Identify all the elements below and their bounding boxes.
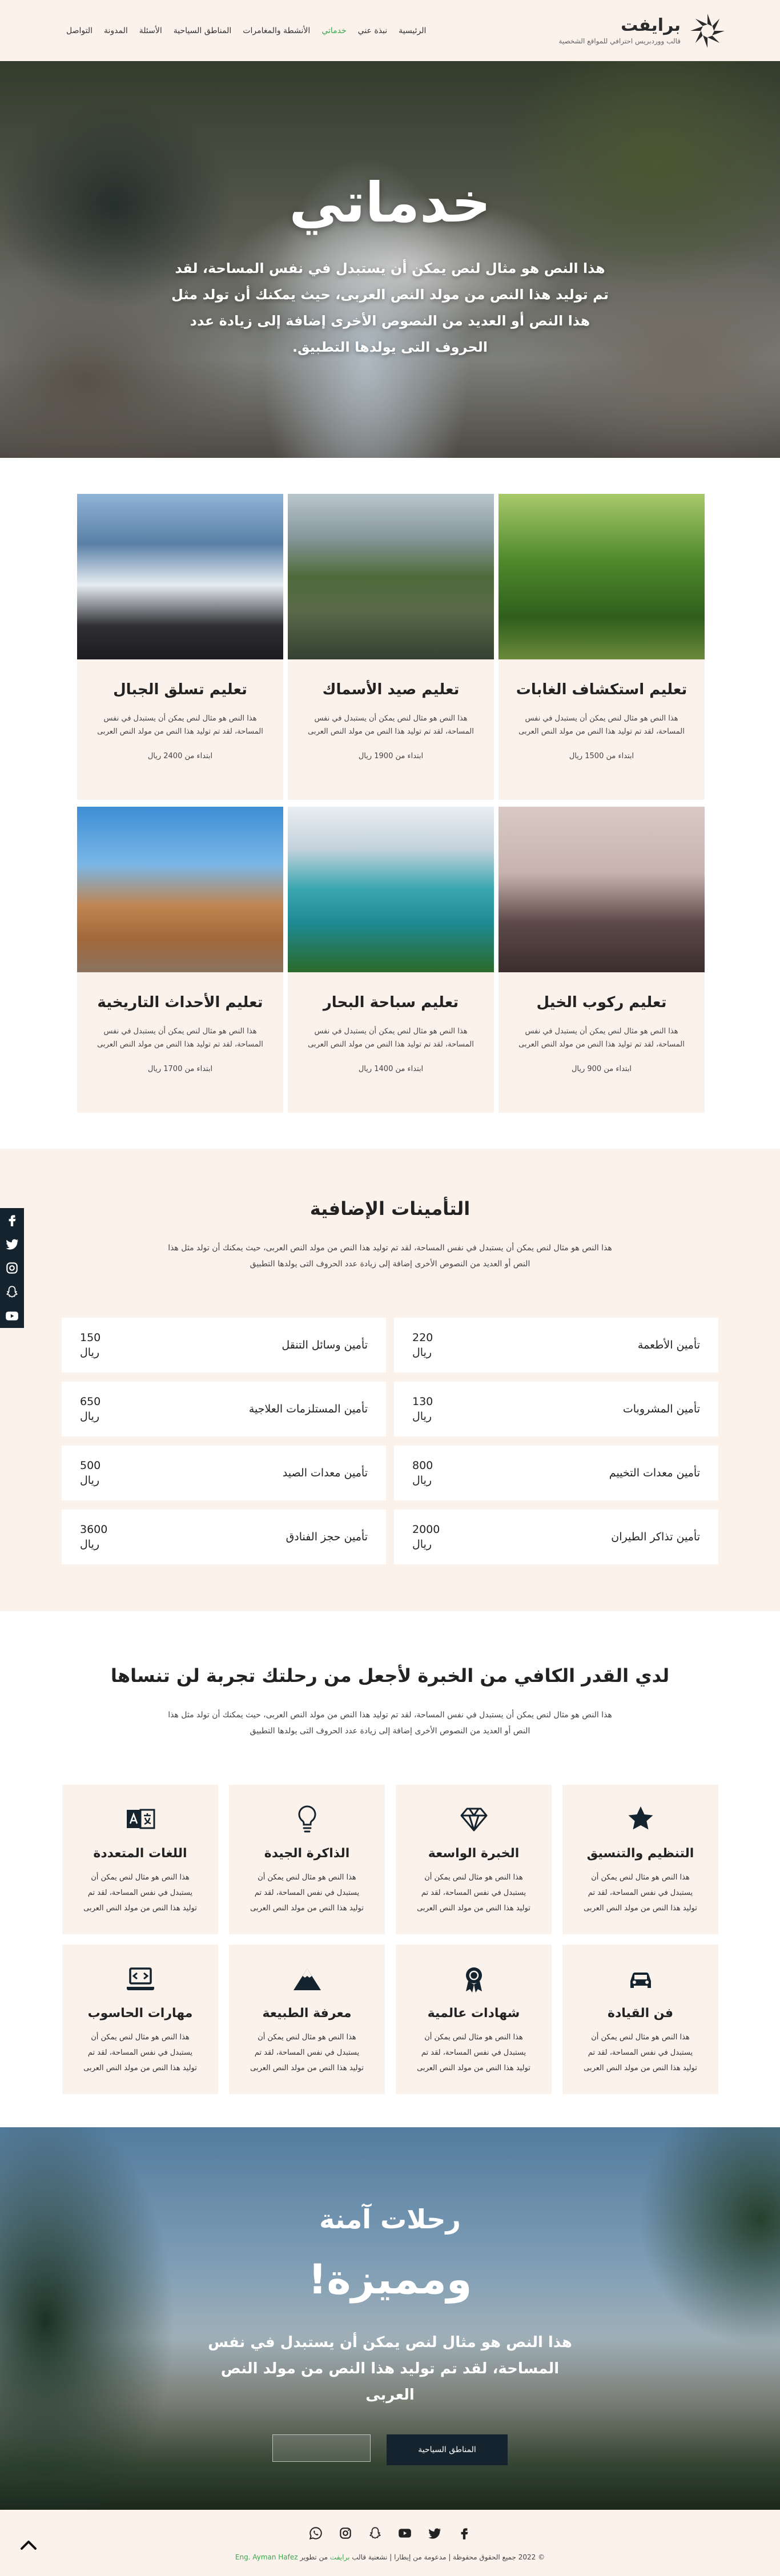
feature-card xyxy=(229,1785,385,1934)
service-title: تعليم الأحداث التاريخية xyxy=(97,994,263,1011)
insurance-currency: ريال xyxy=(80,1346,100,1359)
nav-item[interactable]: التواصل xyxy=(66,26,93,35)
nav-item[interactable]: خدماتي xyxy=(321,26,347,35)
service-price: ابتداء من 1900 ريال xyxy=(358,752,424,760)
feature-title: معرفة الطبيعة xyxy=(262,2006,352,2020)
nav-item[interactable]: الرئيسية xyxy=(399,26,427,35)
copyright-prefix: © 2022 جميع الحقوق محفوظة | مدعومة من إيطارا | نشعنية قالب xyxy=(349,2553,545,2561)
insurance-currency: ريال xyxy=(80,1474,100,1487)
service-card[interactable] xyxy=(77,807,283,1113)
service-desc: هذا النص هو مثال لنص يمكن أن يستبدل في نفس المساحة، لقد تم توليد هذا النص من مولد النص العربى xyxy=(518,1027,685,1049)
instagram-icon[interactable] xyxy=(338,2526,353,2541)
feature-card xyxy=(562,1945,718,2094)
copyright-author-link[interactable]: Eng. Ayman Hafez xyxy=(235,2553,298,2561)
insurance-amount: 3600 xyxy=(80,1523,108,1536)
feature-card xyxy=(562,1785,718,1934)
side-instagram-icon[interactable] xyxy=(5,1261,19,1275)
nav-item[interactable]: الأسئلة xyxy=(139,26,162,35)
insurance-title: التأمينات الإضافية xyxy=(309,1198,471,1219)
service-card[interactable] xyxy=(498,494,705,800)
feature-title: شهادات عالمية xyxy=(427,2006,520,2020)
service-card[interactable] xyxy=(498,807,705,1113)
language-icon xyxy=(126,1804,155,1834)
feature-desc: هذا النص هو مثال لنص يمكن أن يستبدل في نفس المساحة، لقد تم توليد هذا النص من مولد النص العربى xyxy=(250,2033,364,2072)
site-header xyxy=(0,0,780,61)
feature-desc: هذا النص هو مثال لنص يمكن أن يستبدل في نفس المساحة، لقد تم توليد هذا النص من مولد النص العربى xyxy=(417,1873,530,1913)
insurance-item xyxy=(62,1510,386,1564)
insurance-amount: 800 xyxy=(412,1459,433,1472)
service-image xyxy=(498,494,705,659)
insurance-amount: 500 xyxy=(80,1459,101,1472)
brand-name: برايفت xyxy=(621,15,681,35)
nav-item[interactable]: المدونة xyxy=(104,26,128,35)
insurance-desc: هذا النص هو مثال لنص يمكن أن يستبدل في نفس المساحة، لقد تم توليد هذا النص من مولد النص العربى، حيث يمكنك أن تولد مثل هذا النص أو العديد من النصوص الأخرى إضافة إلى زيادة عدد الحروف التى يولدها التطبيق xyxy=(168,1243,612,1269)
nav-item[interactable]: نبذة عني xyxy=(357,26,388,35)
feature-desc: هذا النص هو مثال لنص يمكن أن يستبدل في نفس المساحة، لقد تم توليد هذا النص من مولد النص العربى xyxy=(83,2033,197,2072)
insurance-item xyxy=(394,1510,718,1564)
copyright-mid: من تطوير xyxy=(297,2553,330,2561)
copyright-text xyxy=(0,2553,780,2561)
insurance-price xyxy=(412,1458,433,1488)
insurance-item xyxy=(62,1318,386,1372)
service-card[interactable] xyxy=(288,494,494,800)
feature-desc: هذا النص هو مثال لنص يمكن أن يستبدل في نفس المساحة، لقد تم توليد هذا النص من مولد النص العربى xyxy=(83,1873,197,1913)
insurance-name: تأمين الأطعمة xyxy=(637,1339,700,1351)
cta-text: هذا النص هو مثال لنص يمكن أن يستبدل في نفس المساحة، لقد تم توليد هذا النص من مولد النص العربى xyxy=(208,2334,572,2404)
side-snapchat-icon[interactable] xyxy=(5,1285,19,1299)
insurance-amount: 150 xyxy=(80,1331,101,1344)
service-card[interactable] xyxy=(288,807,494,1113)
star-icon xyxy=(626,1804,656,1834)
insurance-name: تأمين المشروبات xyxy=(622,1403,700,1415)
site-footer xyxy=(0,2510,780,2576)
main-nav xyxy=(66,26,426,35)
feature-card xyxy=(396,1945,552,2094)
insurance-price xyxy=(412,1330,433,1360)
insurance-item xyxy=(394,1318,718,1372)
insurance-currency: ريال xyxy=(412,1346,432,1359)
service-title: تعليم استكشاف الغابات xyxy=(516,681,687,698)
laptop-code-icon xyxy=(126,1964,155,1994)
nav-item[interactable]: الأنشطة والمغامرات xyxy=(243,26,311,35)
feature-desc: هذا النص هو مثال لنص يمكن أن يستبدل في نفس المساحة، لقد تم توليد هذا النص من مولد النص العربى xyxy=(417,2033,530,2072)
brand-tagline: قالب ووردبريس احترافي للمواقع الشخصية xyxy=(558,37,681,45)
insurance-name: تأمين معدات الصيد xyxy=(282,1467,368,1479)
insurance-item xyxy=(62,1382,386,1436)
insurance-price xyxy=(80,1458,100,1488)
feature-card xyxy=(229,1945,385,2094)
hero-title: خدماتي xyxy=(289,171,491,235)
insurance-name: تأمين حجز الفنادق xyxy=(286,1531,368,1543)
feature-card xyxy=(396,1785,552,1934)
insurance-currency: ريال xyxy=(80,1410,100,1423)
insurance-grid xyxy=(62,1318,718,1564)
features-title: لدي القدر الكافي من الخبرة لأجعل من رحلتك تجربة لن تنساها xyxy=(110,1665,670,1687)
back-to-top-icon[interactable] xyxy=(17,2536,40,2553)
feature-title: فن القيادة xyxy=(607,2006,674,2020)
feature-card xyxy=(62,1785,218,1934)
insurance-currency: ريال xyxy=(412,1410,432,1423)
side-youtube-icon[interactable] xyxy=(5,1309,19,1323)
insurance-price xyxy=(80,1522,107,1552)
insurance-name: تأمين تذاكر الطيران xyxy=(611,1531,700,1543)
cta-section xyxy=(0,2127,780,2510)
feature-title: الخبرة الواسعة xyxy=(428,1846,520,1861)
insurance-amount: 130 xyxy=(412,1395,433,1408)
secondary-button[interactable] xyxy=(272,2434,371,2462)
service-desc: هذا النص هو مثال لنص يمكن أن يستبدل في نفس المساحة، لقد تم توليد هذا النص من مولد النص العربى xyxy=(308,1027,474,1049)
service-title: تعليم تسلق الجبال xyxy=(113,681,247,698)
service-price: ابتداء من 1400 ريال xyxy=(358,1065,424,1073)
service-image xyxy=(498,807,705,972)
service-card[interactable] xyxy=(77,494,283,800)
insurance-currency: ريال xyxy=(412,1538,432,1551)
award-icon xyxy=(459,1964,489,1994)
service-price: ابتداء من 1500 ريال xyxy=(569,752,634,760)
side-twitter-icon[interactable] xyxy=(5,1237,19,1251)
copyright-brand-link[interactable]: برايفت xyxy=(329,2553,350,2561)
feature-title: الذاكرة الجيدة xyxy=(264,1846,350,1861)
mountain-icon xyxy=(292,1964,322,1994)
feature-desc: هذا النص هو مثال لنص يمكن أن يستبدل في نفس المساحة، لقد تم توليد هذا النص من مولد النص العربى xyxy=(250,1873,364,1913)
insurance-item xyxy=(394,1382,718,1436)
service-price: ابتداء من 900 ريال xyxy=(571,1065,632,1073)
service-price: ابتداء من 1700 ريال xyxy=(147,1065,213,1073)
whatsapp-icon[interactable] xyxy=(308,2526,323,2541)
youtube-icon[interactable] xyxy=(397,2526,412,2541)
insurance-amount: 650 xyxy=(80,1395,101,1408)
insurance-amount: 220 xyxy=(412,1331,433,1344)
tourist-areas-button[interactable]: المناطق السياحية xyxy=(387,2434,508,2465)
cta-title-2: ومميزة! xyxy=(308,2255,472,2303)
feature-title: اللغات المتعددة xyxy=(93,1846,187,1861)
hero-section xyxy=(0,61,780,458)
brand[interactable] xyxy=(558,11,727,51)
feature-title: مهارات الحاسوب xyxy=(87,2006,193,2020)
feature-desc: هذا النص هو مثال لنص يمكن أن يستبدل في نفس المساحة، لقد تم توليد هذا النص من مولد النص العربى xyxy=(584,2033,697,2072)
services-grid xyxy=(0,458,780,1149)
lightbulb-icon xyxy=(292,1804,322,1834)
features-section xyxy=(0,1611,780,2127)
twitter-icon[interactable] xyxy=(427,2526,442,2541)
insurance-amount: 2000 xyxy=(412,1523,440,1536)
service-image xyxy=(77,494,283,659)
brand-logo-icon xyxy=(687,11,727,51)
insurance-section xyxy=(0,1149,780,1611)
insurance-name: تأمين معدات التخييم xyxy=(609,1467,700,1479)
service-price: ابتداء من 2400 ريال xyxy=(147,752,213,760)
nav-item[interactable]: المناطق السياحية xyxy=(173,26,232,35)
side-social-bar xyxy=(0,1208,24,1328)
insurance-item xyxy=(62,1446,386,1500)
service-desc: هذا النص هو مثال لنص يمكن أن يستبدل في نفس المساحة، لقد تم توليد هذا النص من مولد النص العربى xyxy=(97,714,263,736)
service-title: تعليم سباحة البحار xyxy=(323,994,459,1011)
features-desc: هذا النص هو مثال لنص يمكن أن يستبدل في نفس المساحة، لقد تم توليد هذا النص من مولد النص العربى، حيث يمكنك أن تولد مثل هذا النص أو العديد من النصوص الأخرى إضافة إلى زيادة عدد الحروف التى يولدها التطبيق xyxy=(168,1710,612,1736)
service-title: تعليم ركوب الخيل xyxy=(536,994,667,1011)
insurance-price xyxy=(412,1522,440,1552)
insurance-currency: ريال xyxy=(412,1474,432,1487)
service-title: تعليم صيد الأسماك xyxy=(322,681,460,698)
service-desc: هذا النص هو مثال لنص يمكن أن يستبدل في نفس المساحة، لقد تم توليد هذا النص من مولد النص العربى xyxy=(308,714,474,736)
service-desc: هذا النص هو مثال لنص يمكن أن يستبدل في نفس المساحة، لقد تم توليد هذا النص من مولد النص العربى xyxy=(518,714,685,736)
service-image xyxy=(288,807,494,972)
insurance-name: تأمين المستلزمات العلاجية xyxy=(248,1403,368,1415)
diamond-icon xyxy=(459,1804,489,1834)
feature-desc: هذا النص هو مثال لنص يمكن أن يستبدل في نفس المساحة، لقد تم توليد هذا النص من مولد النص العربى xyxy=(584,1873,697,1913)
service-image xyxy=(288,494,494,659)
snapchat-icon[interactable] xyxy=(368,2526,383,2541)
side-facebook-icon[interactable] xyxy=(5,1213,19,1227)
service-desc: هذا النص هو مثال لنص يمكن أن يستبدل في نفس المساحة، لقد تم توليد هذا النص من مولد النص العربى xyxy=(97,1027,263,1049)
features-grid xyxy=(62,1785,718,2094)
facebook-icon[interactable] xyxy=(457,2526,472,2541)
insurance-currency: ريال xyxy=(80,1538,100,1551)
feature-title: التنظيم والتنسيق xyxy=(586,1846,694,1861)
insurance-price xyxy=(80,1330,100,1360)
service-image xyxy=(77,807,283,972)
insurance-item xyxy=(394,1446,718,1500)
cta-title: رحلات آمنة xyxy=(319,2204,461,2235)
footer-social-row xyxy=(0,2526,780,2541)
feature-card xyxy=(62,1945,218,2094)
insurance-name: تأمين وسائل التنقل xyxy=(282,1339,368,1351)
car-icon xyxy=(626,1964,656,1994)
hero-text: هذا النص هو مثال لنص يمكن أن يستبدل في نفس المساحة، لقد تم توليد هذا النص من مولد النص العربى، حيث يمكنك أن تولد مثل هذا النص أو العديد من النصوص الأخرى إضافة إلى زيادة عدد الحروف التى يولدها التطبيق. xyxy=(171,260,609,355)
insurance-price xyxy=(80,1394,100,1424)
insurance-price xyxy=(412,1394,433,1424)
